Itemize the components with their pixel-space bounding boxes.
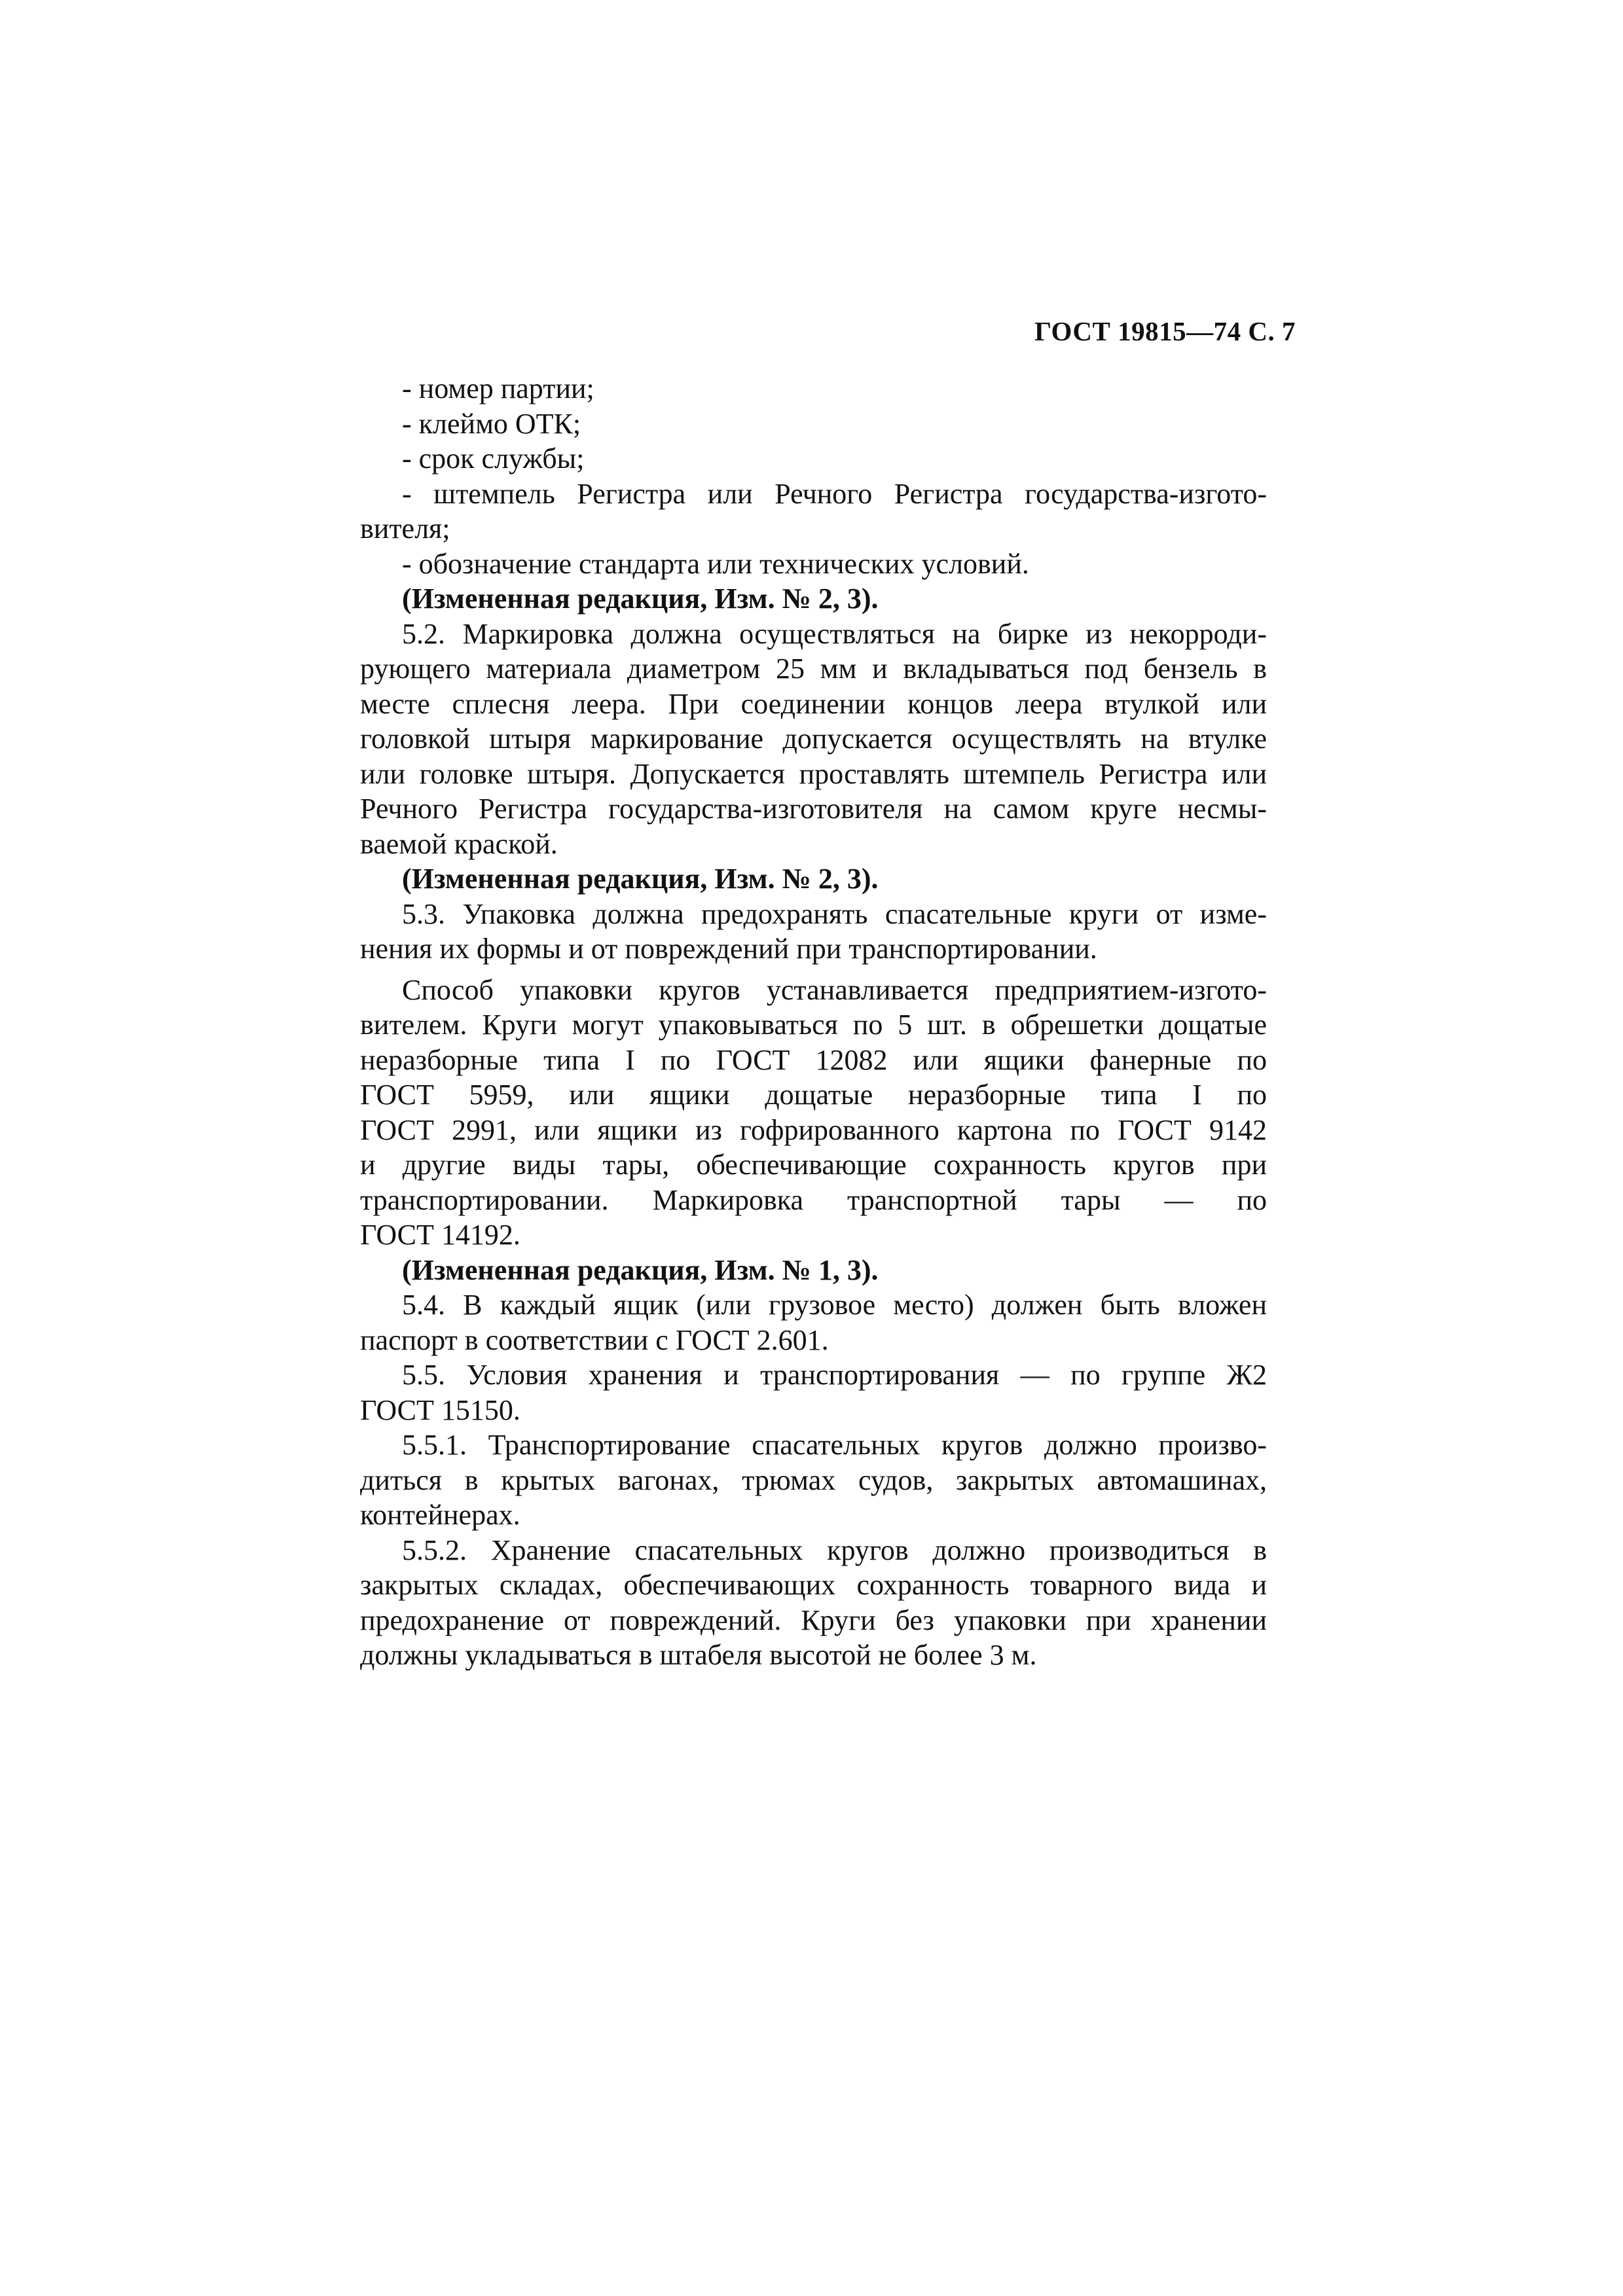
- text-line: контейнерах.: [360, 1499, 520, 1531]
- text-line: 5.2. Маркировка должна осуществляться на бирке из некорроди-: [402, 617, 1267, 650]
- text-line: головкой штыря маркирование допускается осуществлять на втулке: [360, 723, 1267, 755]
- text-line: вителя;: [360, 512, 450, 545]
- text-line: или головке штыря. Допускается проставлять штемпель Регистра или: [360, 757, 1267, 790]
- text-line: ГОСТ 5959, или ящики дощатые неразборные типа I по: [360, 1079, 1267, 1111]
- text-line: 5.5.2. Хранение спасательных кругов должно производиться в: [402, 1534, 1267, 1566]
- text-line: ваемой краской.: [360, 827, 558, 860]
- running-head: ГОСТ 19815—74 С. 7: [1034, 316, 1296, 346]
- text-line: нения их формы и от повреждений при транспортировании.: [360, 933, 1097, 965]
- text-line: - номер партии;: [402, 372, 594, 404]
- text-line: - обозначение стандарта или технических условий.: [402, 547, 1029, 580]
- text-line: рующего материала диаметром 25 мм и вкладываться под бензель в: [360, 653, 1267, 685]
- text-line: - срок службы;: [402, 442, 585, 475]
- text-line: диться в крытых вагонах, трюмах судов, закрытых автомашинах,: [360, 1463, 1267, 1496]
- text-line: ГОСТ 15150.: [360, 1393, 520, 1426]
- text-line: закрытых складах, обеспечивающих сохранность товарного вида и: [360, 1569, 1267, 1601]
- text-line: предохранение от повреждений. Круги без упаковки при хранении: [360, 1604, 1267, 1636]
- text-line: 5.4. В каждый ящик (или грузовое место) должен быть вложен: [402, 1289, 1267, 1321]
- text-line: - клеймо ОТК;: [402, 407, 581, 440]
- text-line: 5.3. Упаковка должна предохранять спасательные круги от изме-: [402, 897, 1267, 930]
- text-line: ГОСТ 2991, или ящики из гофрированного картона по ГОСТ 9142: [360, 1113, 1267, 1146]
- text-line: и другие виды тары, обеспечивающие сохранность кругов при: [360, 1149, 1267, 1181]
- document-body: [360, 371, 1267, 1673]
- text-line: - штемпель Регистра или Речного Регистра государства-изгото-: [402, 477, 1267, 510]
- text-line: паспорт в соответствии с ГОСТ 2.601.: [360, 1323, 829, 1356]
- text-line: транспортировании. Маркировка транспортной тары — по: [360, 1183, 1267, 1216]
- amendment-note: (Измененная редакция, Изм. № 2, 3).: [402, 863, 879, 895]
- text-line: ГОСТ 14192.: [360, 1219, 520, 1251]
- amendment-note: (Измененная редакция, Изм. № 2, 3).: [402, 583, 879, 615]
- text-line: Способ упаковки кругов устанавливается предприятием-изгото-: [402, 973, 1267, 1006]
- text-line: вителем. Круги могут упаковываться по 5 шт. в обрешетки дощатые: [360, 1009, 1267, 1041]
- text-line: 5.5. Условия хранения и транспортирования — по группе Ж2: [402, 1359, 1267, 1391]
- text-line: Речного Регистра государства-изготовителя на самом круге несмы-: [360, 793, 1267, 825]
- text-line: неразборные типа I по ГОСТ 12082 или ящики фанерные по: [360, 1043, 1267, 1076]
- text-line: 5.5.1. Транспортирование спасательных кругов должно произво-: [402, 1429, 1267, 1461]
- text-line: месте сплесня леера. При соединении концов леера втулкой или: [360, 687, 1267, 720]
- amendment-note: (Измененная редакция, Изм. № 1, 3).: [402, 1253, 879, 1286]
- text-line: должны укладываться в штабеля высотой не более 3 м.: [360, 1639, 1037, 1671]
